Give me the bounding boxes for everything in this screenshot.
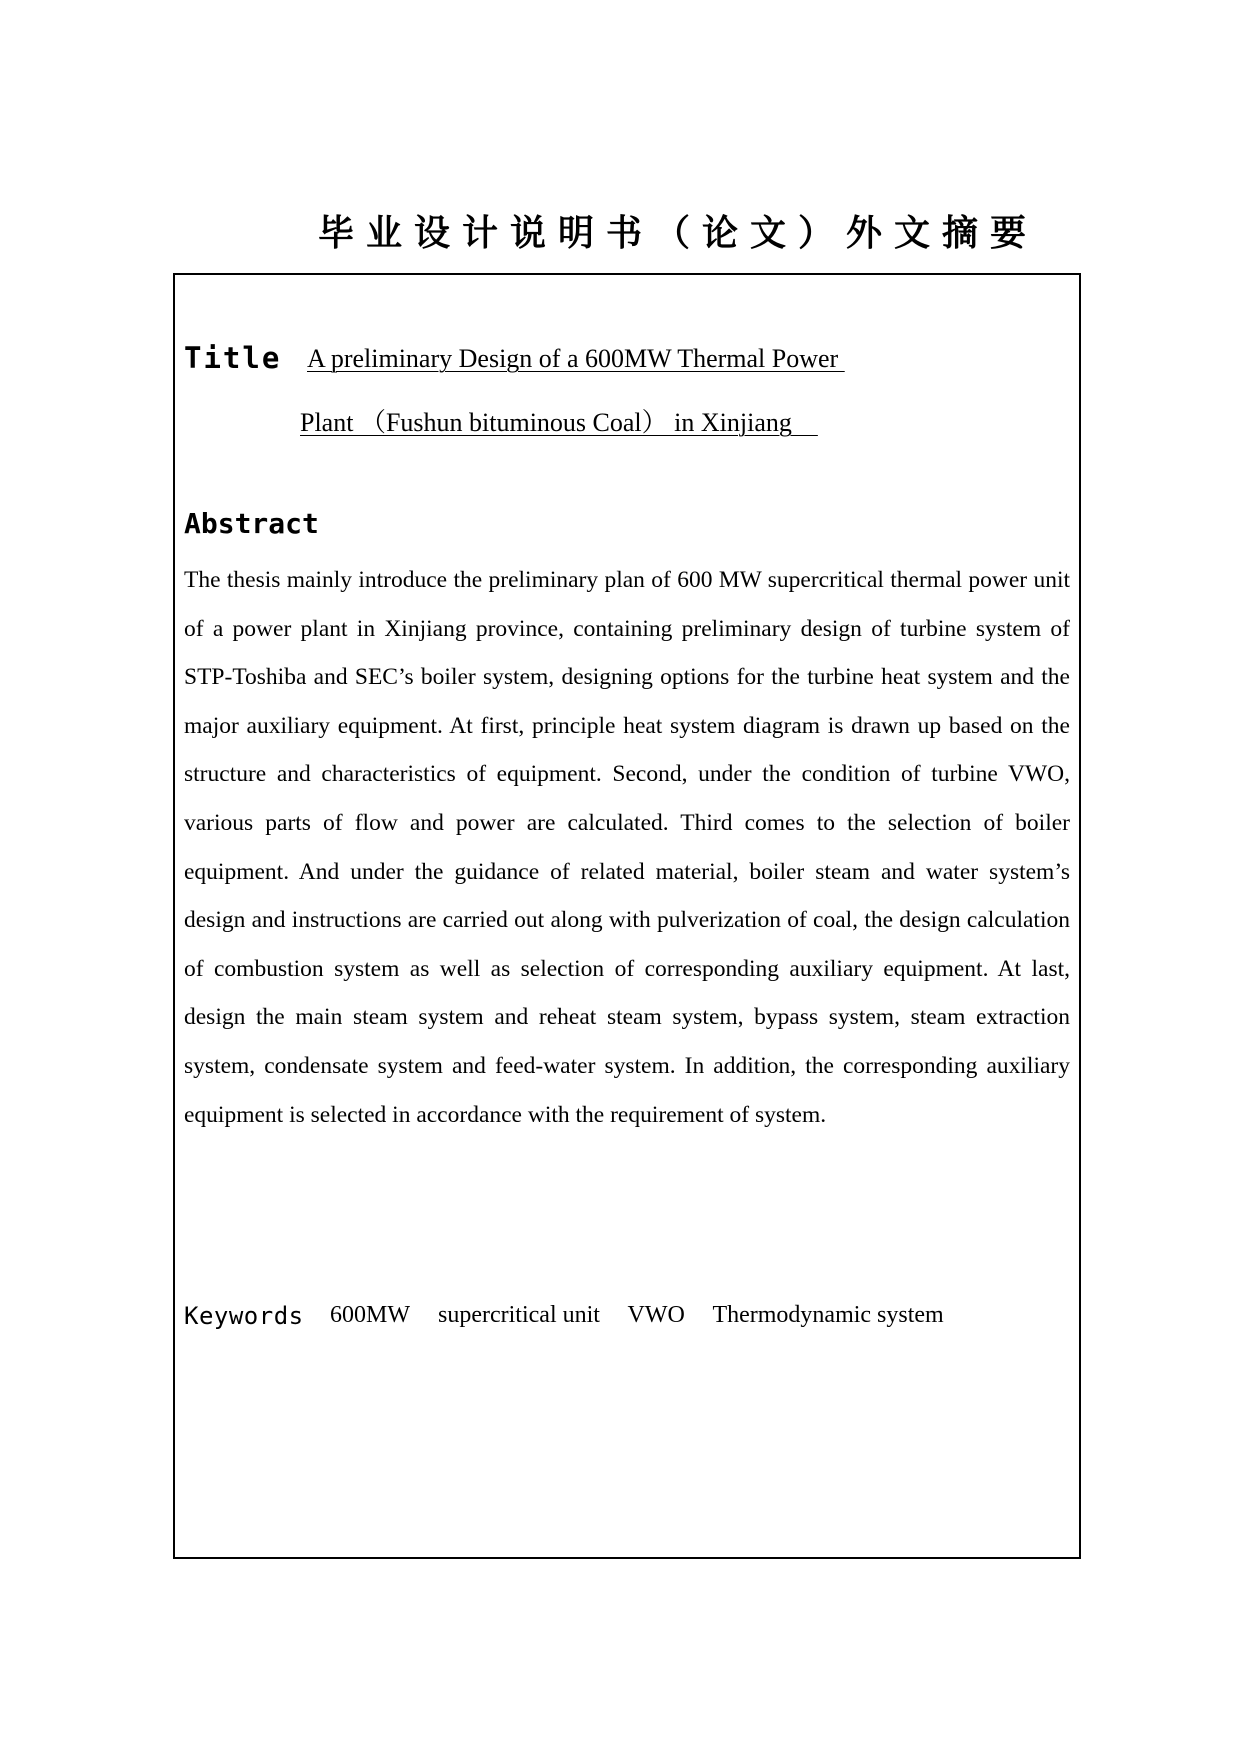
- keywords-label: Keywords: [184, 1302, 304, 1330]
- abstract-label: Abstract: [184, 507, 319, 540]
- title-line-2: Plant （Fushun bituminous Coal） in Xinjiang: [300, 408, 818, 437]
- keywords-list: [330, 1297, 966, 1333]
- keyword-item: VWO: [627, 1302, 685, 1328]
- title-line-1: A preliminary Design of a 600MW Thermal Power: [307, 344, 845, 373]
- abstract-body: The thesis mainly introduce the preliminary plan of 600 MW supercritical thermal power unit of a power plant in Xinjiang province, containing preliminary design of turbine system of STP-Toshiba and SEC’s boiler system, designing options for the turbine heat system and the major auxiliary equipment. At first, principle heat system diagram is drawn up based on the structure and characteristics of equipment. Second, under the condition of turbine VWO, various parts of flow and power are calculated. Third comes to the selection of boiler equipment. And under the guidance of related material, boiler steam and water system’s design and instructions are carried out along with pulverization of coal, the design calculation of combustion system as well as selection of corresponding auxiliary equipment. At last, design the main steam system and reheat steam system, bypass system, steam extraction system, condensate system and feed-water system. In addition, the corresponding auxiliary equipment is selected in accordance with the requirement of system.: [184, 567, 1070, 1128]
- keyword-item: supercritical unit: [438, 1302, 600, 1328]
- page-heading: 毕业设计说明书（论文）外文摘要: [317, 213, 1038, 254]
- keyword-item: 600MW: [330, 1302, 410, 1328]
- title-label: Title: [184, 341, 282, 375]
- keyword-item: Thermodynamic system: [712, 1302, 944, 1328]
